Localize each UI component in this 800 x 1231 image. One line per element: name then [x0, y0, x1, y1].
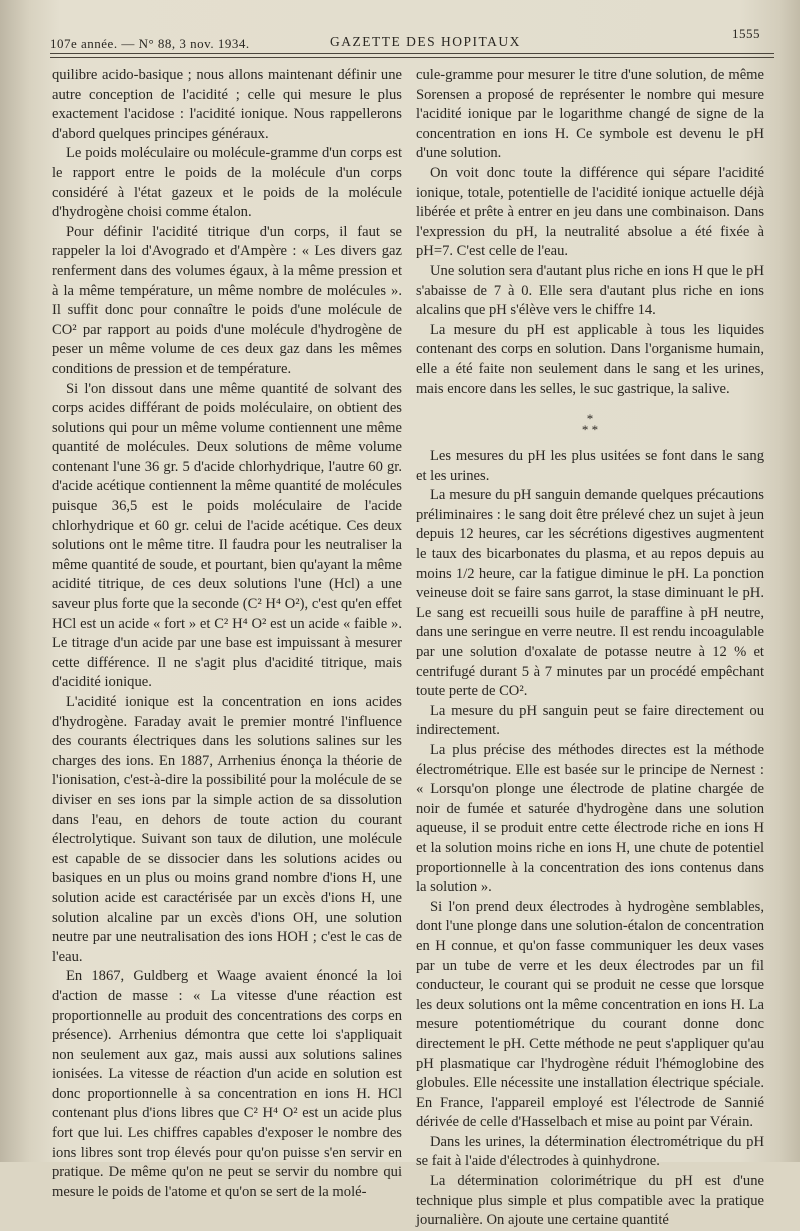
paragraph: cule-gramme pour mesurer le titre d'une solution, de même Sorensen a proposé de représenter le nombre qui mesure l'acidité ionique par le logarithme changé de signe de la concentration en ions H. Ce symbole est devenu le pH d'une solution. — [416, 67, 764, 162]
separator-star: * — [586, 411, 594, 427]
paragraph: Le poids moléculaire ou molécule-gramme d'un corps est le rapport entre le poids de la molécule d'un corps considéré à l'état gazeux et le poids de la molécule d'hydrogène choisi comme étalon. — [52, 145, 402, 221]
paragraph: On voit donc toute la différence qui sépare l'acidité ionique, totale, potentielle de l'acidité ionique actuelle déjà libérée et prête à entrer en jeu dans une combinaison. Dans l'expression du pH, la neutralité absolue a été fixée à pH=7. C'est celle de l'eau. — [416, 164, 764, 260]
header-rule — [50, 53, 774, 54]
paragraph: En 1867, Guldberg et Waage avaient énoncé la loi d'action de masse : « La vitesse d'une réaction est proportionnelle au produit des concentrations des corps en présence). Arrhenius démontra que cette loi s'appliquait non seulement aux gaz, mais aussi aux solutions salines ionisées. La vitesse de réaction d'un acide en solution est donc proportionnelle à sa concentration en ions H. HCl contenant plus d'ions libres que C² H⁴ O² est un acide plus fort que lui. Les chiffres capables d'exposer le nombre des ions libres sont trop élevés pour qu'on puisse s'en servir en pratique. De même qu'on ne peut se servir du nombre qui mesure le poids de l'atome et qu'on se sert de la molé- — [52, 968, 402, 1200]
issue-info: 107e année. — N° 88, 3 nov. 1934. — [50, 36, 250, 51]
right-column-bottom — [416, 447, 764, 1231]
paragraph: Une solution sera d'autant plus riche en ions H que le pH s'abaisse de 7 à 0. Elle sera d'autant plus riche en ions alcalins que pH s'élève vers le chiffre 14. — [416, 262, 764, 319]
paragraph: La plus précise des méthodes directes est la méthode électrométrique. Elle est basée sur le principe de Nernest : « Lorsqu'on plonge une électrode de platine chargée de noir de fumée et saturée d'hydrogène dans une solution aqueuse, il se produit entre cette électrode riche en ions H et la solution moins riche en ions H, une chute de potentiel proportionnelle à la concentration des ions contenus dans la solution ». — [416, 742, 764, 896]
paragraph: La détermination colorimétrique du pH est d'une technique plus simple et plus compatible avec la pratique journalière. On ajoute une certaine quantité — [416, 1173, 764, 1229]
section-separator — [416, 411, 764, 438]
paragraph: Si l'on dissout dans une même quantité de solvant des corps acides différant de poids moléculaire, on obtient des solutions qui pour un même volume contiennent une même quantité de molécules. Deux solutions de même volume contenant l'une 36 gr. 5 d'acide chlorhydrique, l'autre 60 gr. d'acide acétique contiennent la même quantité de molécules puisque 36,5 est le poids moléculaire de l'acide chlorhydrique et 60 gr. celui de l'acide acétique. Ces deux solutions ont le même titre. Il faudra pour les neutraliser la même quantité de soude, et pourtant, bien qu'ayant la même acidité titrique, de ces deux solutions l'une (Hcl) a une saveur plus forte que la seconde (C² H⁴ O²), c'est qu'en effet HCl est un acide « fort » et C² H⁴ O² est un acide « faible ». Le titrage d'un acide par une base est impuissant à mesurer cette différence. Il ne s'agit plus d'acidité titrique, mais d'acidité ionique. — [52, 380, 402, 691]
right-column — [416, 66, 764, 1231]
paragraph: quilibre acido-basique ; nous allons maintenant définir une autre conception de l'acidité ; celle qui mesure le plus exactement l'acidose : l'acidité ionique. Nous rappellerons d'abord quelques principes généraux. — [52, 67, 402, 142]
paragraph: La mesure du pH est applicable à tous les liquides contenant des corps en solution. Dans l'organisme humain, elle a été faite non seulement dans le sang et les urines, mais encore dans les selles, le suc gastrique, la salive. — [416, 321, 764, 397]
paragraph: La mesure du pH sanguin peut se faire directement ou indirectement. — [416, 702, 764, 739]
paragraph: Si l'on prend deux électrodes à hydrogène semblables, dont l'une plonge dans une solution-étalon de concentration en H connue, et qu'on fasse communiquer les deux vases par un tube de verre et les deux électrodes par un fil conducteur, le courant qui se produit ne cesse que lorsque les deux solutions ont la même concentration en ions H. La mesure potentiométrique du courant donne donc directement le pH. Cette méthode ne peut s'appliquer qu'au pH plasmatique car l'hydrogène réduit l'hémoglobine des globules. Elle nécessite une installation électrique spéciale. En France, l'appareil employé est l'électrode de Sannié dérivée de celle d'Hasselbach et mise au point par Vérain. — [416, 898, 764, 1131]
paragraph: L'acidité ionique est la concentration en ions acides d'hydrogène. Faraday avait le premier montré l'influence des courants électriques dans les solutions salines sur les charges des ions. En 1887, Arrhenius énonça la théorie de l'ionisation, c'est-à-dire la possibilité pour la molécule de se diviser en ses ions par la simple action de sa dissolution dans l'eau, en dehors de toute action du courant électrolytique. Suivant son taux de dilution, une molécule est capable de se dissocier dans les solutions acides ou basiques en un plus ou moins grand nombre d'ions H, une solution acide est caractérisée par un excès d'ions H, une solution alcaline par un excès d'ions OH, une solution neutre par une neutralisation des ions HOH ; c'est le cas de l'eau. — [52, 694, 402, 965]
paragraph: La mesure du pH sanguin demande quelques précautions préliminaires : le sang doit être prélevé chez un sujet à jeun depuis 12 heures, car les sécrétions digestives augmentent le taux des bicarbonates du plasma, et au repos depuis au moins 1/2 heure, car la fatigue diminue le pH. La ponction veineuse doit se faire sans garrot, la stase diminuant le pH. Le sang est recueilli sous huile de paraffine à pH neutre, dans une seringue en verre neutre. Il est rendu incoagulable par une solution d'oxalate de potasse neutre à 12 % et centrifugé durant 5 à 7 minutes par un procédé empêchant toute perte de CO². — [416, 487, 764, 700]
paragraph: Pour définir l'acidité titrique d'un corps, il faut se rappeler la loi d'Avogrado et d'Ampère : « Les divers gaz renferment dans des volumes égaux, à la même pression et à la même température, un même nombre de molécules ». Il suffit donc pour connaître le poids d'une molécule de CO² par rapport au poids d'une molécule d'hydrogène de peser un même volume de ces deux gaz dans les mêmes conditions de pression et de température. — [52, 223, 402, 377]
page-header — [50, 26, 760, 56]
journal-title: GAZETTE DES HOPITAUX — [330, 34, 521, 49]
left-column — [52, 66, 402, 1202]
page-number: 1555 — [732, 26, 760, 41]
paragraph: Dans les urines, la détermination électrométrique du pH se fait à l'aide d'électrodes à quinhydrone. — [416, 1133, 764, 1170]
paragraph: Les mesures du pH les plus usitées se font dans le sang et les urines. — [416, 448, 764, 484]
separator-stars: * * — [581, 422, 599, 438]
right-column-top — [416, 66, 764, 399]
header-rule-thin — [50, 57, 774, 58]
